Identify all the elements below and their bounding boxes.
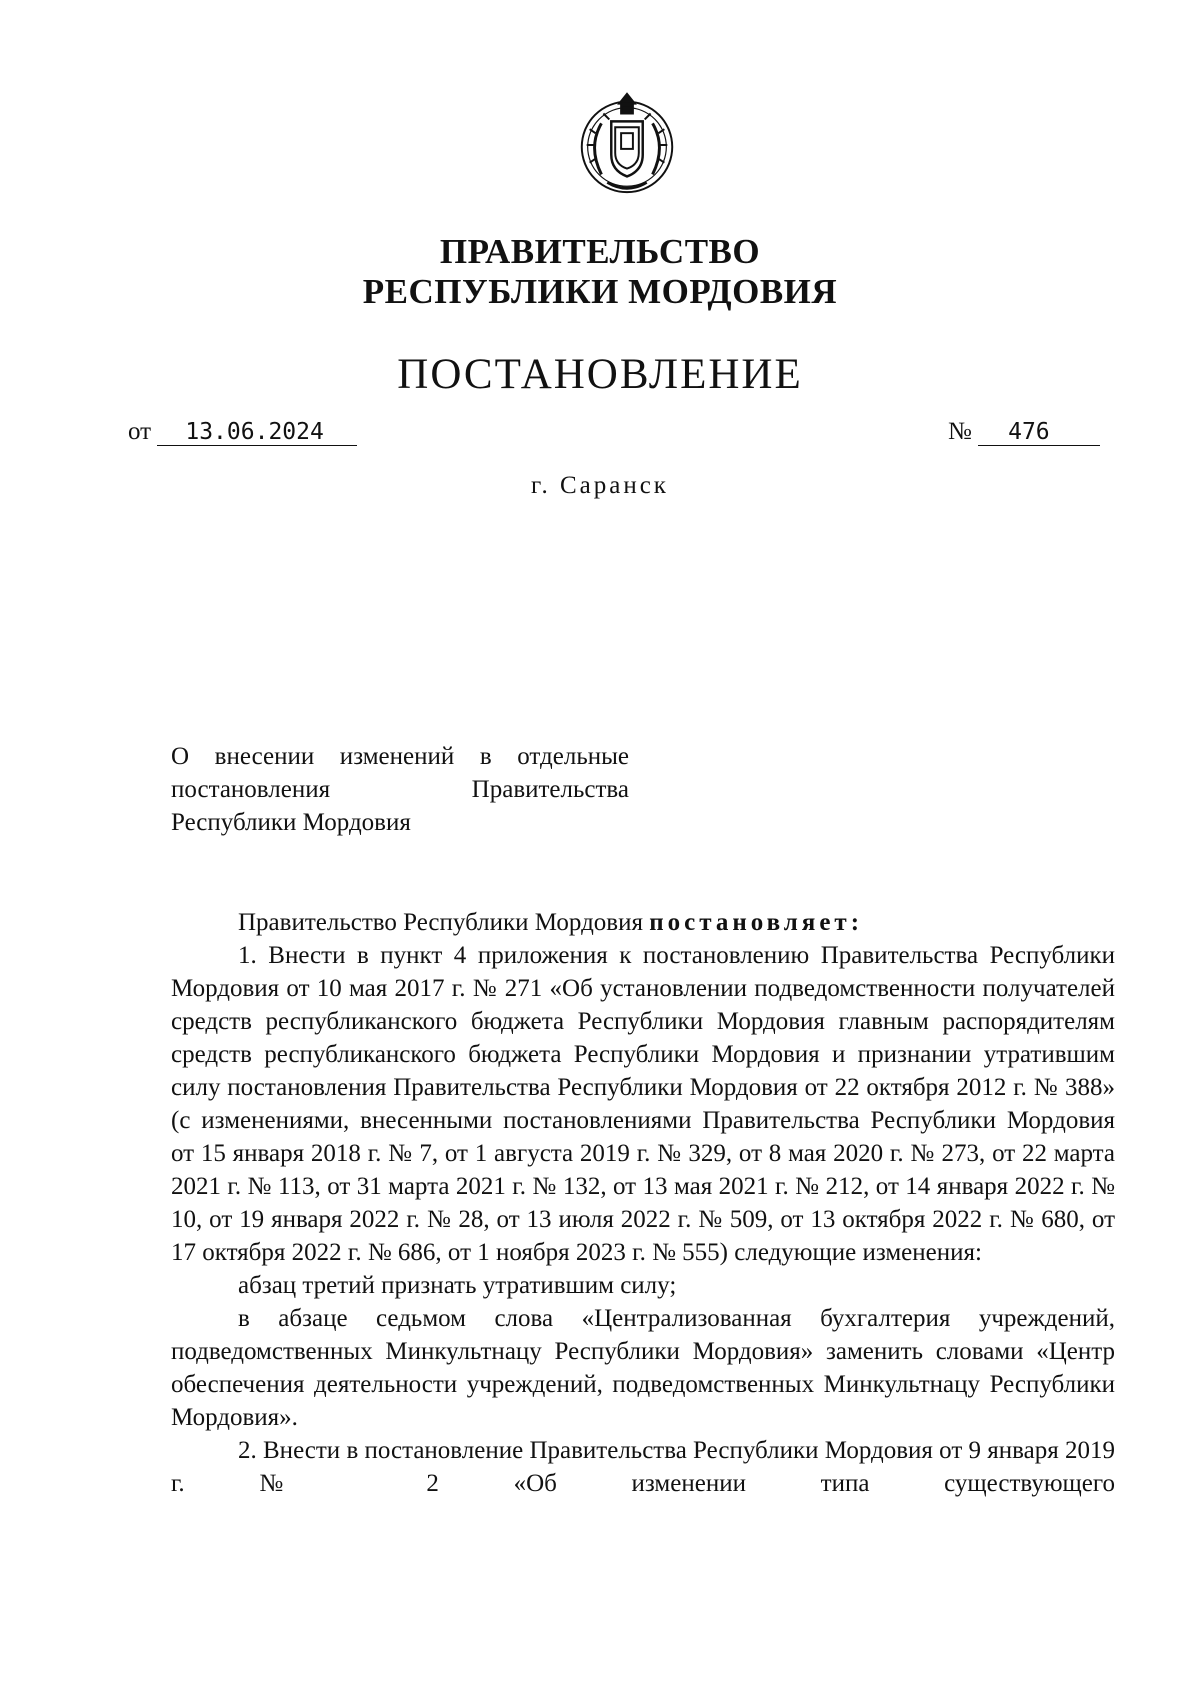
subject-line: постановления Правительства xyxy=(171,776,629,803)
organization-name-line1: ПРАВИТЕЛЬСТВО xyxy=(439,232,761,271)
document-type-title: ПОСТАНОВЛЕНИЕ xyxy=(397,351,803,398)
intro-spaced-word: постановляет xyxy=(649,909,851,936)
document-number xyxy=(948,418,1100,446)
document-subject xyxy=(171,740,629,839)
city-name: г. Саранск xyxy=(531,472,669,499)
intro-paragraph xyxy=(171,906,1115,939)
date-prefix: от xyxy=(128,418,152,445)
document-date xyxy=(128,418,357,446)
paragraph-2: абзац третий признать утратившим силу; xyxy=(238,1272,677,1299)
organization-name-line2: РЕСПУБЛИКИ МОРДОВИЯ xyxy=(362,272,838,311)
subject-line: Республики Мордовия xyxy=(171,809,411,836)
intro-text: Правительство Республики Мордовия xyxy=(238,909,650,936)
document-body xyxy=(171,906,1115,1500)
number-prefix: № xyxy=(948,418,972,445)
intro-colon: : xyxy=(850,909,864,936)
number-value: 476 xyxy=(978,419,1100,446)
coat-of-arms-icon xyxy=(568,84,686,202)
subject-line: О внесении изменений в отдельные xyxy=(171,743,629,770)
paragraph-4: 2. Внести в постановление Правительства Республики Мордовия от 9 января 2019 г. № 2 «Об изменении типа существующего xyxy=(171,1437,1115,1497)
date-value: 13.06.2024 xyxy=(157,419,357,446)
paragraph-3: в абзаце седьмом слова «Централизованная бухгалтерия учреждений, подведомственных Минкультнацу Республики Мордовия» заменить словами «Центр обеспечения деятельности учреждений, подведомственных Минкультнацу Республики Мордовия». xyxy=(171,1305,1115,1431)
paragraph-1: 1. Внести в пункт 4 приложения к постановлению Правительства Республики Мордовия от 10 мая 2017 г. № 271 «Об установлении подведомственности получателей средств республиканского бюджета Республики Мордовия главным распорядителям средств республиканского бюджета Республики Мордовия и признании утратившим силу постановления Правительства Республики Мордовия от 22 октября 2012 г. № 388» (с изменениями, внесенными постановлениями Правительства Республики Мордовия от 15 января 2018 г. № 7, от 1 августа 2019 г. № 329, от 8 мая 2020 г. № 273, от 22 марта 2021 г. № 113, от 31 марта 2021 г. № 132, от 13 мая 2021 г. № 212, от 14 января 2022 г. № 10, от 19 января 2022 г. № 28, от 13 июля 2022 г. № 509, от 13 октября 2022 г. № 680, от 17 октября 2022 г. № 686, от 1 ноября 2023 г. № 555) следующие изменения: xyxy=(171,942,1115,1266)
